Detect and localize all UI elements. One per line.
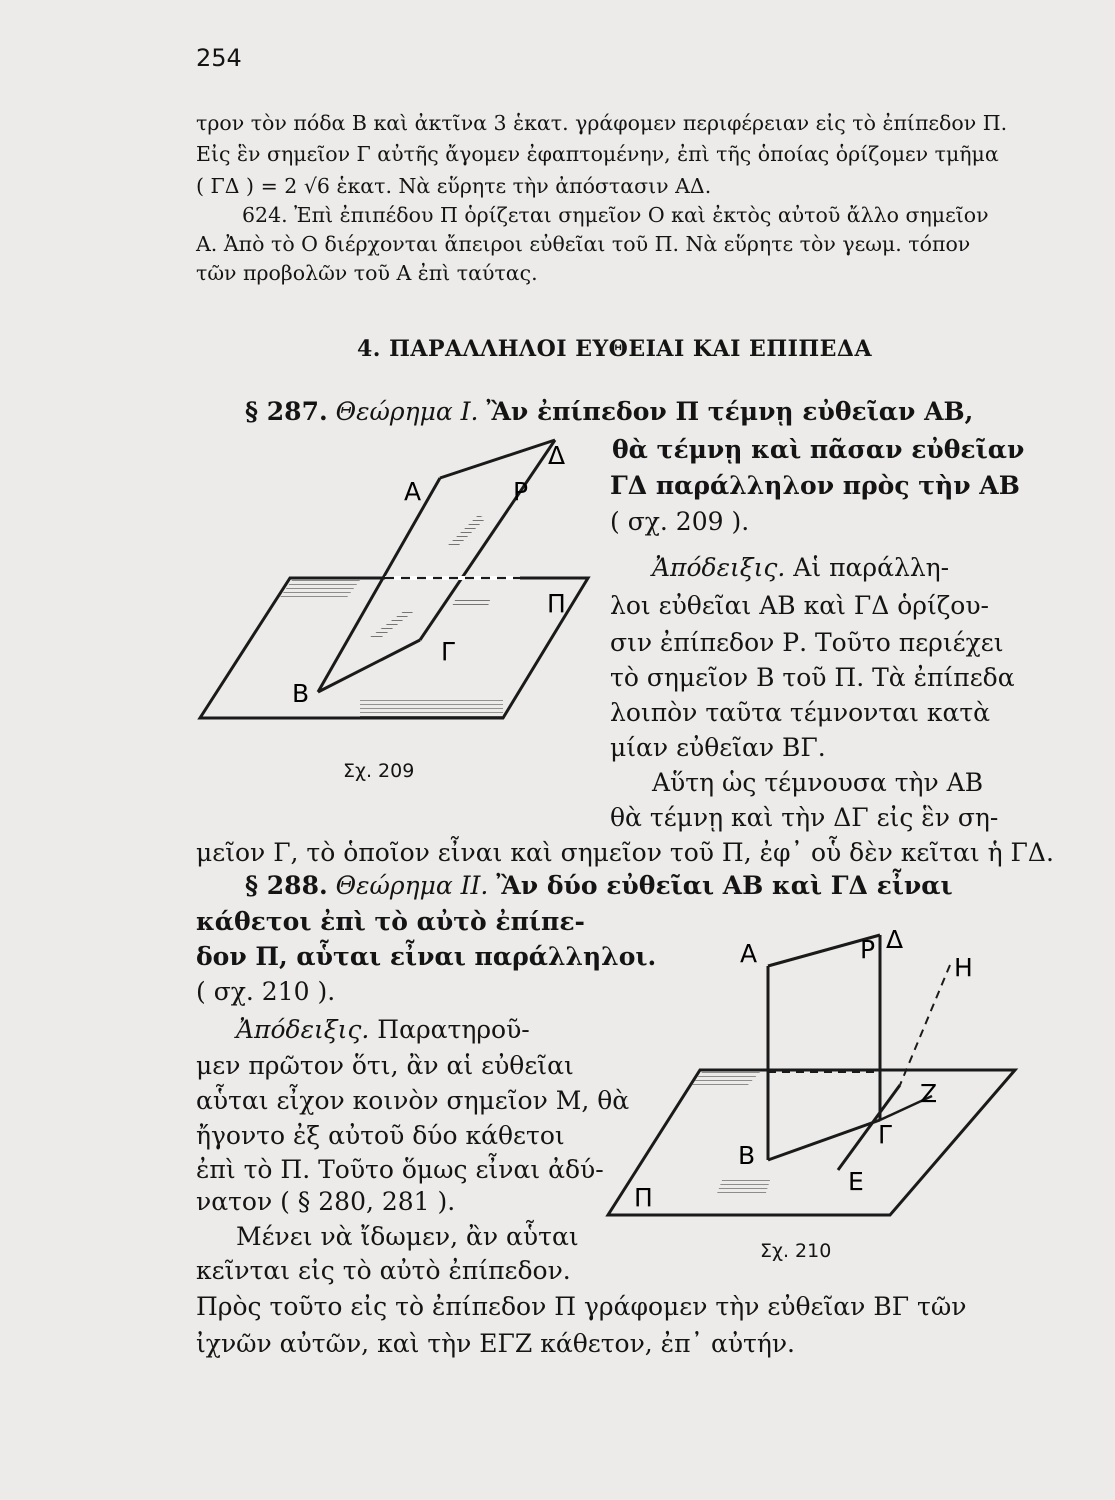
line-h-dashed — [900, 965, 950, 1085]
plane-pi-shading-mid — [452, 600, 490, 606]
proof-288-line-5: ἐπὶ τὸ Π. Τοῦτο ὅμως εἶναι ἀδύ- — [196, 1155, 604, 1184]
fig210-label-p: Ρ — [860, 935, 876, 964]
proof-288-line-3: αὗται εἶχον κοινὸν σημεῖον Μ, θὰ — [196, 1086, 630, 1115]
proof-288-title: Ἀπόδειξις. — [236, 1015, 370, 1044]
figure-209 — [185, 420, 605, 780]
proof-288-line-10: ἰχνῶν αὐτῶν, καὶ τὴν ΕΓΖ κάθετον, ἐπ᾽ αὐτήν. — [196, 1329, 795, 1358]
fig210-label-a: Α — [740, 939, 758, 968]
proof-287-line-1 — [652, 552, 949, 584]
figure-209-caption: Σχ. 209 — [343, 760, 415, 782]
theorem-287-figure-ref: ( σχ. 209 ). — [610, 507, 750, 536]
plane-pi-210-shading-mid — [716, 1180, 770, 1196]
fig209-label-p: Ρ — [513, 477, 529, 506]
proof-287-line-7: Αὕτη ὡς τέμνουσα τὴν ΑΒ — [652, 768, 984, 797]
problem-intro-line-1: τρον τὸν πόδα Β καὶ ἀκτῖνα 3 ἑκατ. γράφομεν περιφέρειαν εἰς τὸ ἐπίπεδον Π. — [196, 111, 1008, 135]
proof-287-line-3: σιν ἐπίπεδον Ρ. Τοῦτο περιέχει — [610, 628, 1004, 657]
fig209-label-a: Α — [404, 477, 422, 506]
proof-287-line-8: θὰ τέμνῃ καὶ τὴν ΔΓ εἰς ἓν ση- — [610, 803, 999, 832]
fig209-label-pi: Π — [547, 589, 566, 618]
proof-287-title: Ἀπόδειξις. — [652, 553, 786, 582]
theorem-288-number: § 288. — [245, 871, 328, 900]
proof-287-line-5: λοιπὸν ταῦτα τέμνονται κατὰ — [610, 698, 991, 727]
theorem-288-statement-2: κάθετοι ἐπὶ τὸ αὐτὸ ἐπίπε- — [196, 907, 585, 936]
fig209-label-g: Γ — [441, 637, 455, 666]
theorem-287-name: Θεώρημα Ι. — [335, 397, 479, 426]
proof-288-line-1 — [236, 1014, 530, 1046]
figure-210 — [600, 915, 1020, 1235]
problem-624-line-2: Α. Ἀπὸ τὸ Ο διέρχονται ἄπειροι εὐθεῖαι τοῦ Π. Νὰ εὕρητε τὸν γεωμ. τόπον — [196, 232, 971, 256]
proof-288-line-9: Πρὸς τοῦτο εἰς τὸ ἐπίπεδον Π γράφομεν τὴν εὐθεῖαν ΒΓ τῶν — [196, 1292, 967, 1321]
theorem-288-figure-ref: ( σχ. 210 ). — [196, 977, 336, 1006]
section-heading: 4. ΠΑΡΑΛΛΗΛΟΙ ΕΥΘΕΙΑΙ ΚΑΙ ΕΠΙΠΕΔΑ — [357, 336, 873, 362]
proof-288-line-2: μεν πρῶτον ὅτι, ἂν αἱ εὐθεῖαι — [196, 1051, 574, 1080]
figure-210-caption: Σχ. 210 — [760, 1240, 832, 1262]
plane-pi-210 — [608, 1070, 1015, 1215]
line-bg-210 — [768, 1120, 880, 1160]
theorem-287-statement-2: θὰ τέμνῃ καὶ πᾶσαν εὐθεῖαν — [612, 435, 1025, 464]
plane-p-shading — [448, 515, 486, 548]
plane-pi-shading-back — [278, 580, 360, 600]
proof-288-line-7: Μένει νὰ ἴδωμεν, ἂν αὗται — [236, 1222, 579, 1251]
theorem-288-name: Θεώρημα ΙΙ. — [335, 871, 489, 900]
proof-288-text-1: Παρατηροῦ- — [377, 1015, 530, 1044]
plane-pi — [200, 578, 588, 718]
theorem-287-statement-3: ΓΔ παράλληλον πρὸς τὴν ΑΒ — [610, 471, 1020, 500]
fig210-label-g: Γ — [878, 1120, 892, 1149]
fig209-label-b: Β — [292, 679, 310, 708]
theorem-287-statement-1: Ἂν ἐπίπεδον Π τέμνῃ εὐθεῖαν ΑΒ, — [486, 397, 974, 426]
fig210-label-h: Η — [954, 953, 973, 982]
proof-287-line-2: λοι εὐθεῖαι ΑΒ καὶ ΓΔ ὁρίζου- — [610, 591, 990, 620]
page-number: 254 — [196, 44, 242, 72]
problem-intro-line-3: ( ΓΔ ) = 2 √6 ἑκατ. Νὰ εὕρητε τὴν ἀπόστασιν ΑΔ. — [196, 174, 712, 198]
plane-pi-shading-front — [360, 700, 503, 718]
problem-intro-line-2: Εἰς ἓν σημεῖον Γ αὐτῆς ἄγομεν ἐφαπτομένην, ἐπὶ τῆς ὁποίας ὁρίζομεν τμῆμα — [196, 142, 999, 166]
proof-287-line-6: μίαν εὐθεῖαν ΒΓ. — [610, 733, 826, 762]
fig210-label-b: Β — [738, 1141, 756, 1170]
proof-288-line-6: νατον ( § 280, 281 ). — [196, 1187, 456, 1216]
fig209-label-d: Δ — [548, 441, 566, 470]
theorem-288-statement-3: δον Π, αὗται εἶναι παράλληλοι. — [196, 942, 657, 971]
proof-287-text-1: Αἱ παράλλη- — [793, 553, 950, 582]
proof-288-line-8: κεῖνται εἰς τὸ αὐτὸ ἐπίπεδον. — [196, 1256, 571, 1285]
proof-287-line-4: τὸ σημεῖον Β τοῦ Π. Τὰ ἐπίπεδα — [610, 663, 1015, 692]
fig210-label-z: Ζ — [920, 1079, 938, 1108]
theorem-287-number: § 287. — [245, 397, 328, 426]
proof-287-line-9: μεῖον Γ, τὸ ὁποῖον εἶναι καὶ σημεῖον τοῦ Π, ἐφ᾽ οὗ δὲν κεῖται ἡ ΓΔ. — [196, 838, 1054, 867]
plane-p-shading-2 — [370, 610, 413, 640]
fig210-label-pi: Π — [634, 1183, 653, 1212]
proof-288-line-4: ἤγοντο ἐξ αὐτοῦ δύο κάθετοι — [196, 1121, 565, 1150]
plane-p-top-edge — [440, 440, 555, 478]
problem-624-line-1: 624. Ἐπὶ ἐπιπέδου Π ὁρίζεται σημεῖον Ο καὶ ἐκτὸς αὐτοῦ ἄλλο σημεῖον — [242, 203, 989, 227]
fig210-label-e: Ε — [848, 1167, 864, 1196]
theorem-288-line-1 — [245, 870, 953, 902]
fig210-label-d: Δ — [886, 925, 904, 954]
theorem-288-statement-1: Ἂν δύο εὐθεῖαι ΑΒ καὶ ΓΔ εἶναι — [496, 871, 953, 900]
line-gd — [420, 440, 555, 640]
problem-624-line-3: τῶν προβολῶν τοῦ Α ἐπὶ ταύτας. — [196, 261, 538, 285]
